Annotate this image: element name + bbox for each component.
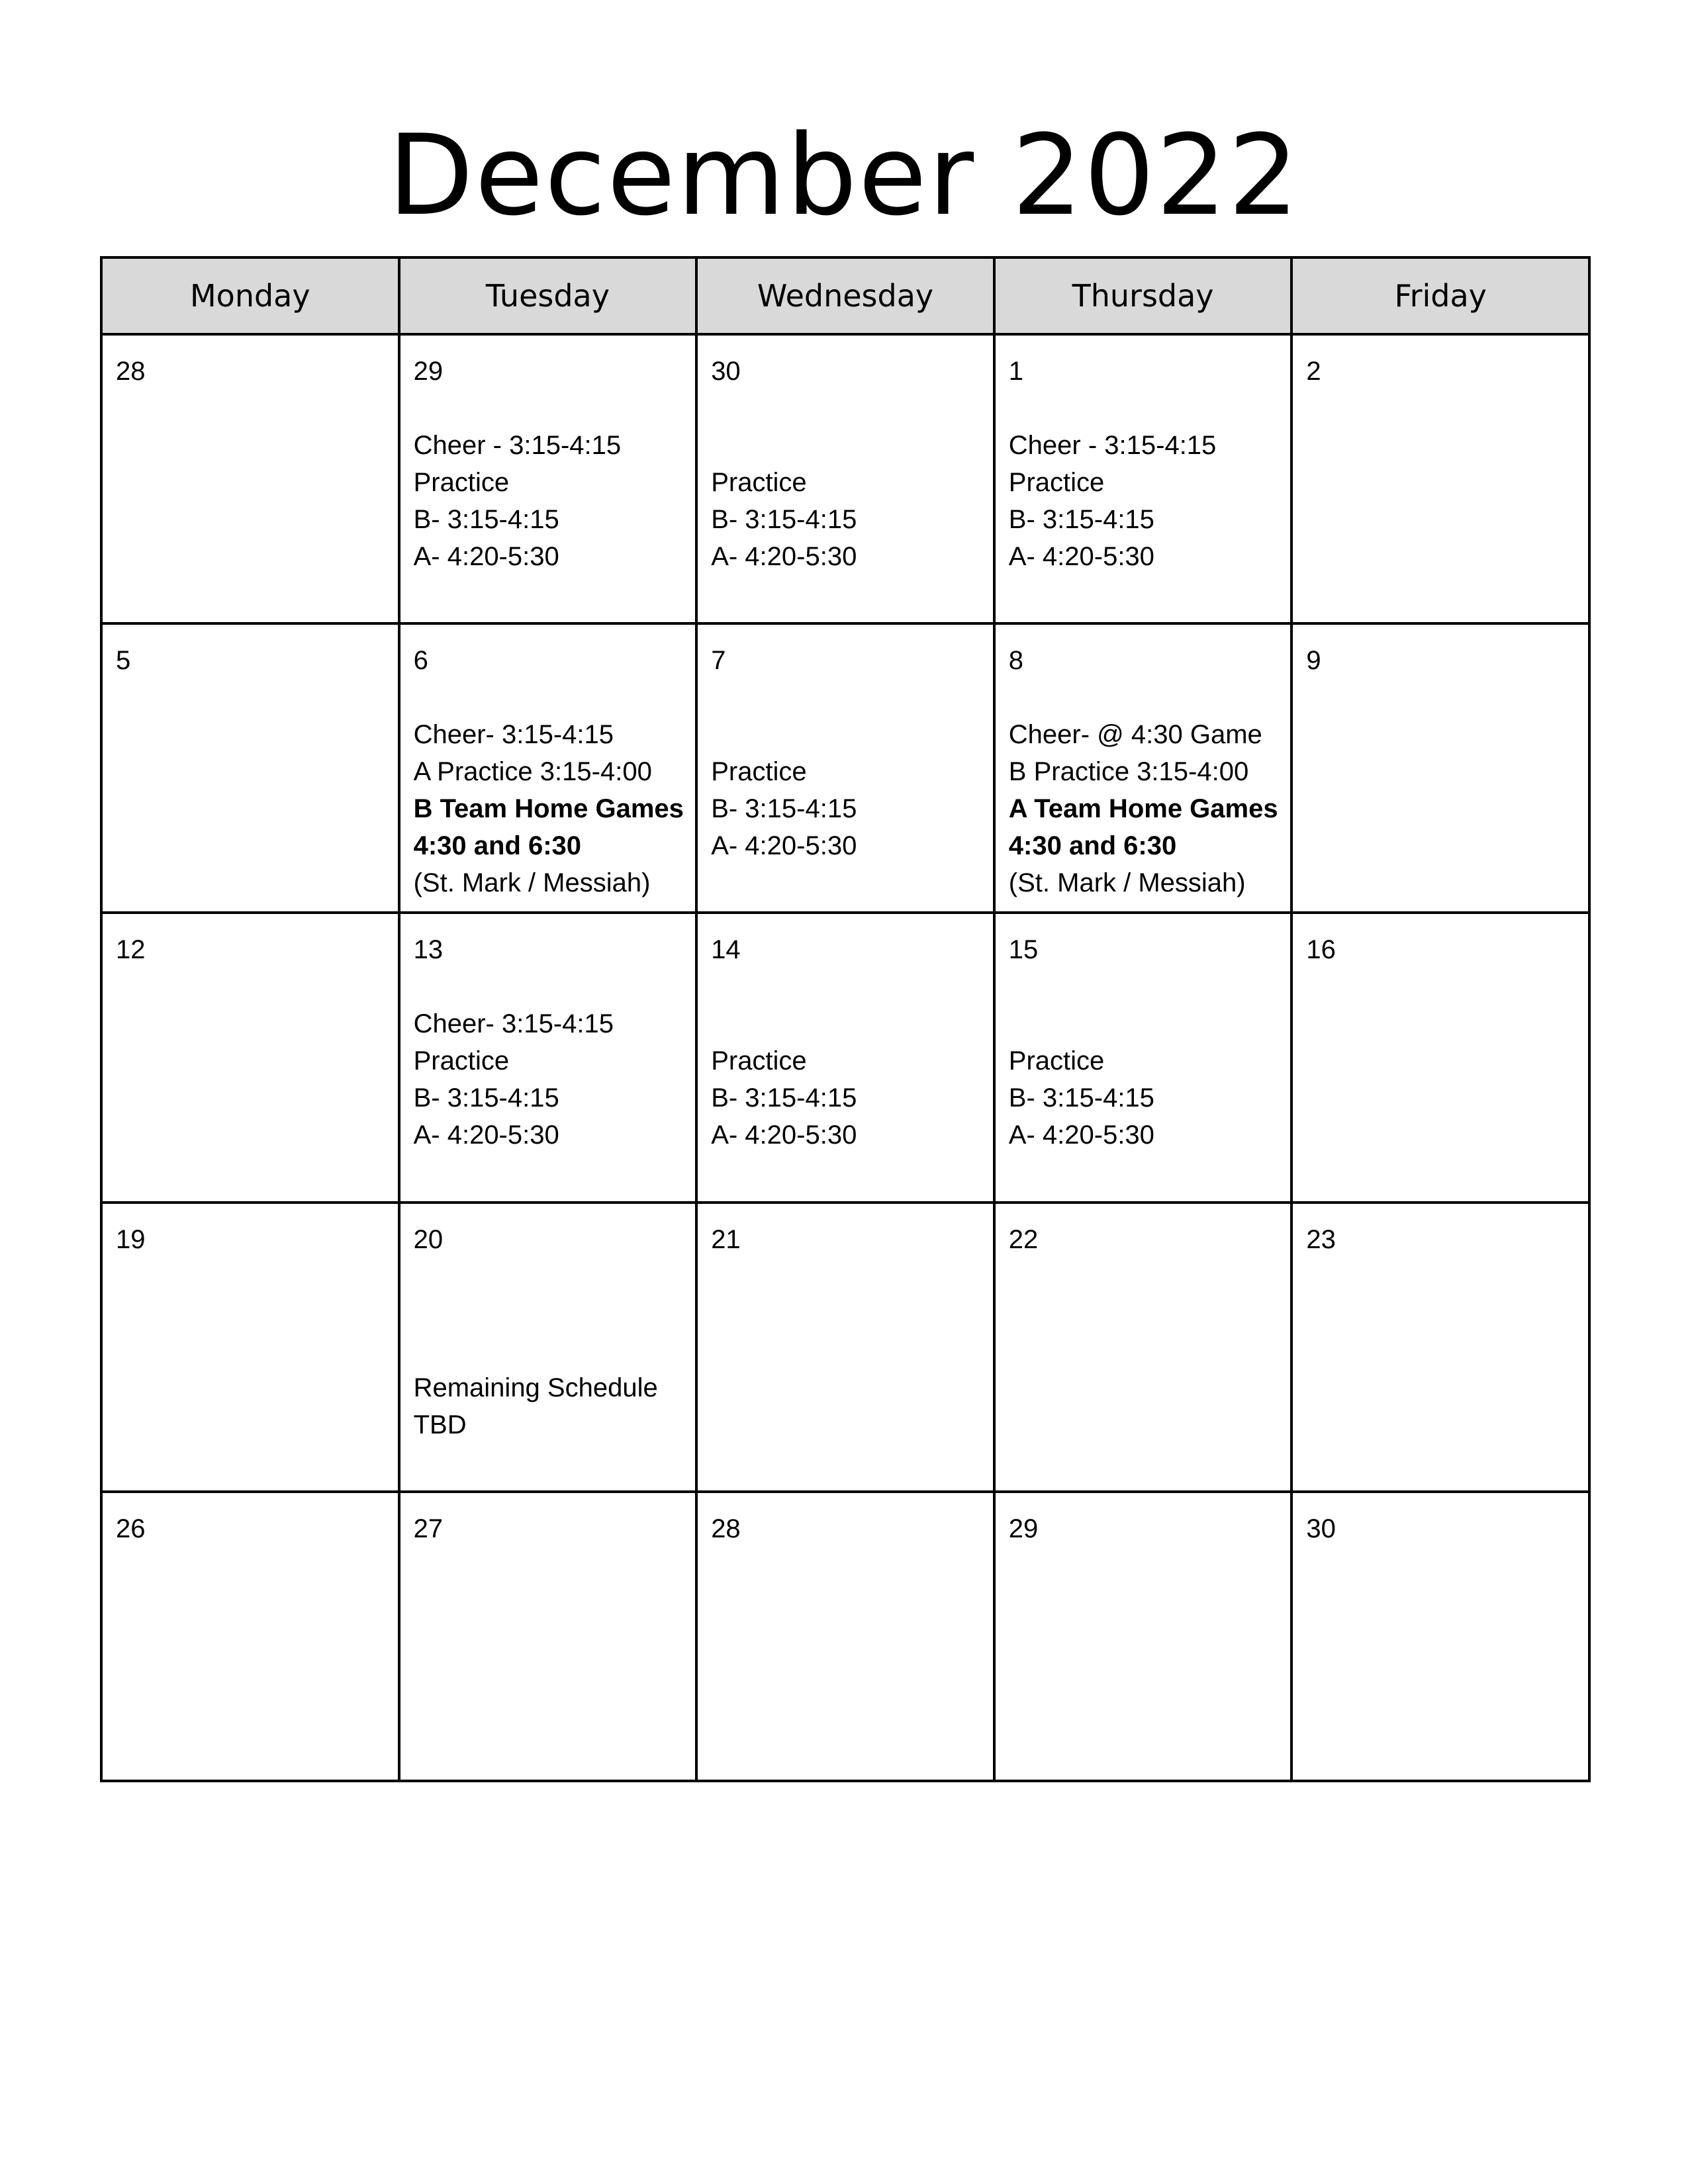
event-line: Cheer - 3:15-4:15 (1008, 431, 1217, 460)
weekday-header-tuesday: Tuesday (399, 257, 697, 334)
event-line: B- 3:15-4:15 (711, 1083, 857, 1113)
day-number: 14 (711, 935, 741, 965)
event-line (414, 1332, 682, 1369)
event-line: B- 3:15-4:15 (1008, 1083, 1154, 1113)
day-cell-content (103, 625, 398, 679)
event-line: A- 4:20-5:30 (711, 831, 857, 861)
day-cell-content (400, 1204, 696, 1443)
week-row (101, 1492, 1589, 1781)
day-cell (1291, 334, 1589, 623)
event-line (1009, 1005, 1278, 1042)
event-line (1009, 968, 1278, 1005)
day-cell (1291, 913, 1589, 1202)
day-cell (101, 1492, 399, 1781)
day-number: 5 (116, 646, 131, 676)
event-line (711, 968, 980, 1005)
day-number: 29 (1008, 1514, 1039, 1543)
event-line: B- 3:15-4:15 (413, 1083, 559, 1113)
calendar-grid (100, 256, 1591, 1782)
day-cell (101, 623, 399, 913)
week-row (101, 913, 1589, 1202)
event-line: Practice (711, 757, 807, 787)
day-cell-content (996, 625, 1291, 901)
event-line: Cheer - 3:15-4:15 (413, 431, 622, 460)
day-number: 15 (1008, 935, 1039, 965)
day-cell (994, 1492, 1292, 1781)
event-list (414, 679, 682, 901)
week-row (101, 334, 1589, 623)
event-line: Practice (711, 1046, 807, 1076)
event-line: Remaining Schedule (413, 1373, 658, 1402)
weekday-header-thursday: Thursday (994, 257, 1292, 334)
day-number: 9 (1306, 646, 1321, 676)
event-line: Practice (711, 468, 807, 497)
day-number: 26 (116, 1514, 146, 1543)
day-number: 16 (1306, 935, 1336, 965)
weekday-header-row (101, 257, 1589, 334)
event-line (1009, 390, 1278, 427)
event-list (711, 968, 980, 1154)
day-cell (101, 1203, 399, 1492)
day-number: 12 (116, 935, 146, 965)
day-cell-content (996, 914, 1291, 1154)
day-number: 27 (413, 1514, 444, 1543)
event-line: Cheer- @ 4:30 Game (1008, 720, 1262, 750)
event-line: A- 4:20-5:30 (413, 1120, 559, 1150)
event-line: Practice (1008, 1046, 1105, 1076)
day-cell-content (1293, 1204, 1588, 1258)
day-number: 29 (413, 357, 444, 386)
event-line (711, 390, 980, 427)
day-cell (101, 913, 399, 1202)
day-number: 20 (413, 1224, 444, 1254)
event-line (414, 390, 682, 427)
event-line (414, 968, 682, 1005)
day-number: 28 (116, 357, 146, 386)
event-line (1009, 679, 1278, 716)
day-cell-content (1293, 914, 1588, 968)
event-line: 4:30 and 6:30 (413, 831, 582, 861)
day-number: 21 (711, 1224, 741, 1254)
day-number: 30 (1306, 1514, 1336, 1543)
page-title: December 2022 (387, 111, 1301, 240)
day-cell-content (698, 914, 993, 1154)
day-cell (994, 623, 1292, 913)
event-line: Cheer- 3:15-4:15 (413, 1009, 614, 1039)
day-cell (1291, 1492, 1589, 1781)
day-number: 1 (1008, 357, 1024, 386)
event-line: B- 3:15-4:15 (711, 794, 857, 824)
weekday-header-monday: Monday (101, 257, 399, 334)
day-cell-content (698, 336, 993, 575)
event-line: A- 4:20-5:30 (711, 1120, 857, 1150)
event-line (711, 1005, 980, 1042)
day-cell (696, 334, 994, 623)
event-line: TBD (413, 1410, 467, 1439)
event-line: (St. Mark / Messiah) (413, 868, 651, 898)
day-cell (399, 1492, 697, 1781)
event-line: B Team Home Games (413, 794, 684, 824)
day-number: 6 (413, 646, 428, 676)
day-cell-content (996, 1204, 1291, 1258)
day-cell-content (103, 914, 398, 968)
event-line (414, 679, 682, 716)
event-line: Practice (1008, 468, 1105, 497)
day-cell-content (103, 1204, 398, 1258)
day-number: 7 (711, 646, 726, 676)
event-line: A- 4:20-5:30 (711, 542, 857, 571)
day-cell (1291, 1203, 1589, 1492)
day-cell-content (996, 1493, 1291, 1547)
day-cell-content (400, 1493, 696, 1547)
day-cell (994, 334, 1292, 623)
weekday-header-wednesday: Wednesday (696, 257, 994, 334)
day-cell (101, 334, 399, 623)
day-cell-content (698, 1493, 993, 1547)
day-number: 8 (1008, 646, 1024, 676)
day-cell (399, 623, 697, 913)
event-line: 4:30 and 6:30 (1008, 831, 1177, 861)
event-line: A Practice 3:15-4:00 (413, 757, 652, 787)
day-cell (696, 1203, 994, 1492)
event-line (711, 679, 980, 716)
event-line (414, 1295, 682, 1332)
day-cell-content (698, 625, 993, 864)
day-cell-content (1293, 336, 1588, 390)
event-line: A Team Home Games (1008, 794, 1278, 824)
calendar-body (101, 334, 1589, 1781)
event-list (414, 1258, 682, 1443)
day-number: 30 (711, 357, 741, 386)
event-line: Practice (413, 1046, 510, 1076)
day-number: 2 (1306, 357, 1321, 386)
event-line: B Practice 3:15-4:00 (1008, 757, 1249, 787)
event-list (414, 390, 682, 575)
day-cell-content (103, 1493, 398, 1547)
day-cell (696, 913, 994, 1202)
day-cell-content (1293, 625, 1588, 679)
event-line: A- 4:20-5:30 (1008, 542, 1154, 571)
event-list (711, 679, 980, 864)
day-cell-content (400, 914, 696, 1154)
day-cell (994, 1203, 1292, 1492)
event-line (414, 1258, 682, 1295)
week-row (101, 623, 1589, 913)
event-line (711, 427, 980, 464)
day-cell-content (103, 336, 398, 390)
day-number: 28 (711, 1514, 741, 1543)
day-number: 23 (1306, 1224, 1336, 1254)
day-cell (399, 1203, 697, 1492)
day-cell-content (1293, 1493, 1588, 1547)
day-cell (399, 913, 697, 1202)
day-cell-content (698, 1204, 993, 1258)
event-list (711, 390, 980, 575)
event-line: A- 4:20-5:30 (1008, 1120, 1154, 1150)
event-list (1009, 390, 1278, 575)
event-list (1009, 679, 1278, 901)
day-cell (994, 913, 1292, 1202)
day-cell (1291, 623, 1589, 913)
week-row (101, 1203, 1589, 1492)
event-line: B- 3:15-4:15 (1008, 505, 1154, 534)
day-number: 13 (413, 935, 444, 965)
event-list (1009, 968, 1278, 1154)
day-number: 19 (116, 1224, 146, 1254)
day-cell-content (400, 336, 696, 575)
event-line (711, 716, 980, 753)
event-line: B- 3:15-4:15 (711, 505, 857, 534)
event-line: (St. Mark / Messiah) (1008, 868, 1246, 898)
event-line: B- 3:15-4:15 (413, 505, 559, 534)
event-line: Practice (413, 468, 510, 497)
event-line: Cheer- 3:15-4:15 (413, 720, 614, 750)
day-cell (696, 623, 994, 913)
day-cell (696, 1492, 994, 1781)
event-line: A- 4:20-5:30 (413, 542, 559, 571)
day-cell-content (400, 625, 696, 901)
weekday-header-friday: Friday (1291, 257, 1589, 334)
event-list (414, 968, 682, 1154)
day-number: 22 (1008, 1224, 1039, 1254)
day-cell-content (996, 336, 1291, 575)
day-cell (399, 334, 697, 623)
